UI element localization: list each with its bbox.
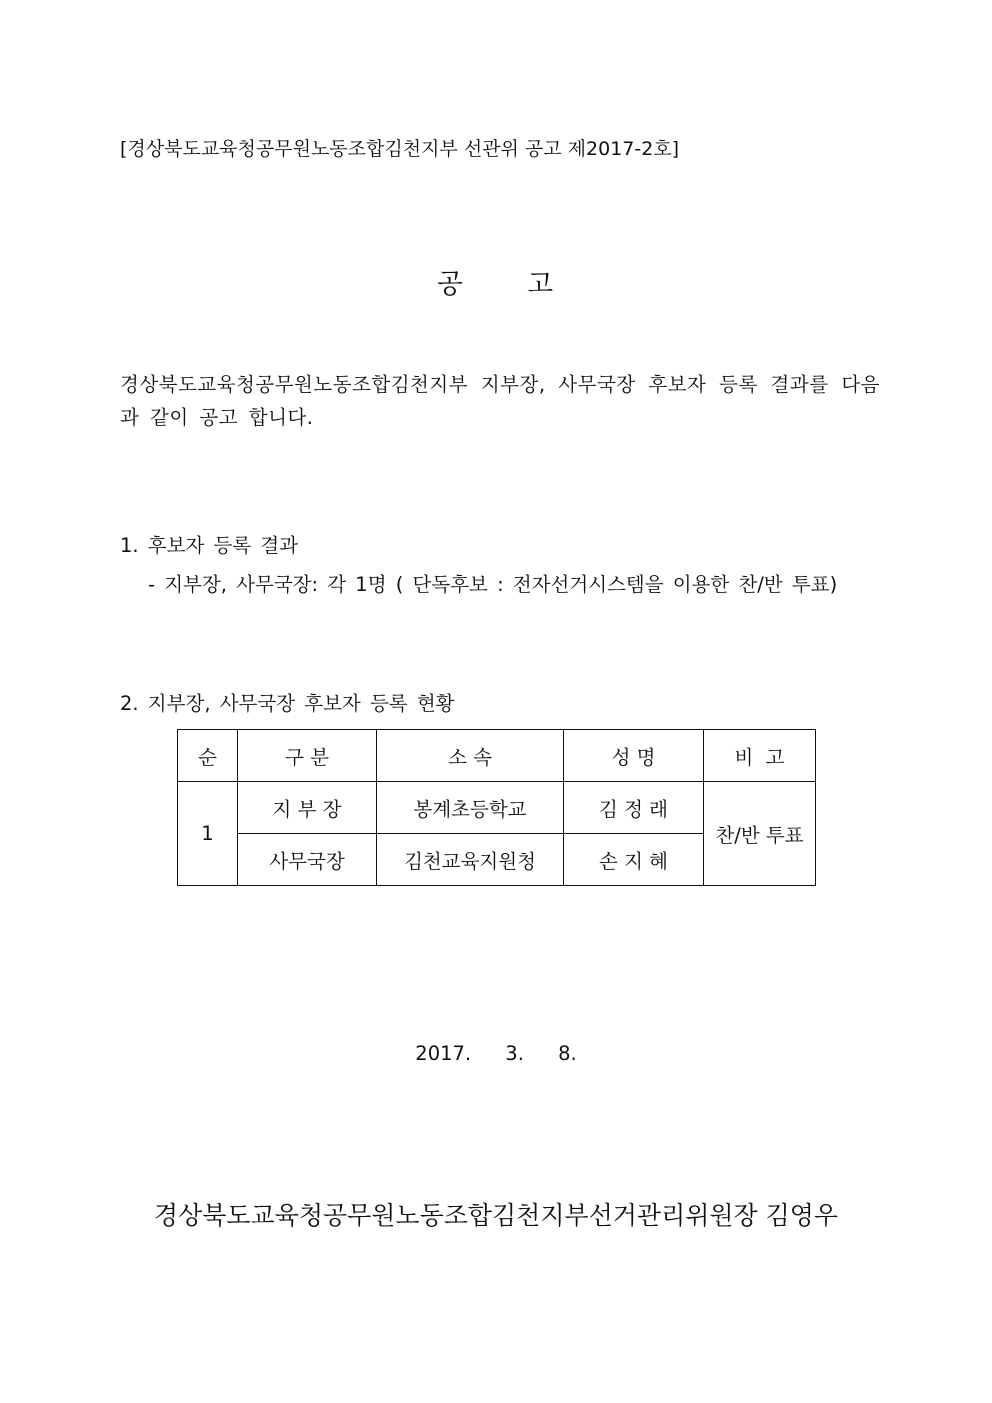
cell-name: 손 지 혜 [564, 834, 704, 886]
section-2-heading: 2. 지부장, 사무국장 후보자 등록 현황 [120, 692, 455, 715]
cell-division: 사무국장 [238, 834, 377, 886]
header-remark: 비 고 [704, 730, 816, 782]
title-char-1: 공 [436, 269, 465, 300]
notice-date: 2017. 3. 8. [415, 1042, 577, 1065]
cell-remark: 찬/반 투표 [704, 782, 816, 886]
header-affiliation: 소 속 [377, 730, 564, 782]
cell-affiliation: 봉계초등학교 [377, 782, 564, 834]
page-title [0, 262, 992, 301]
section-1-detail: - 지부장, 사무국장: 각 1명 ( 단독후보 : 전자선거시스템을 이용한 찬/반 투표) [148, 573, 838, 596]
cell-group-no: 1 [178, 782, 238, 886]
notice-number: [경상북도교육청공무원노동조합김천지부 선관위 공고 제2017-2호] [120, 138, 680, 160]
cell-affiliation: 김천교육지원청 [377, 834, 564, 886]
section-1-heading: 1. 후보자 등록 결과 [120, 534, 299, 557]
table-row [178, 782, 816, 834]
header-no: 순 [178, 730, 238, 782]
table-header-row [178, 730, 816, 782]
intro-paragraph: 경상북도교육청공무원노동조합김천지부 지부장, 사무국장 후보자 등록 결과를 다음과 같이 공고 합니다. [120, 373, 880, 429]
signature-line: 경상북도교육청공무원노동조합김천지부선거관리위원장 김영우 [153, 1201, 839, 1230]
header-division: 구 분 [238, 730, 377, 782]
header-name: 성 명 [564, 730, 704, 782]
cell-division: 지 부 장 [238, 782, 377, 834]
candidate-table [177, 729, 816, 886]
title-char-2: 고 [527, 269, 556, 300]
cell-name: 김 정 래 [564, 782, 704, 834]
